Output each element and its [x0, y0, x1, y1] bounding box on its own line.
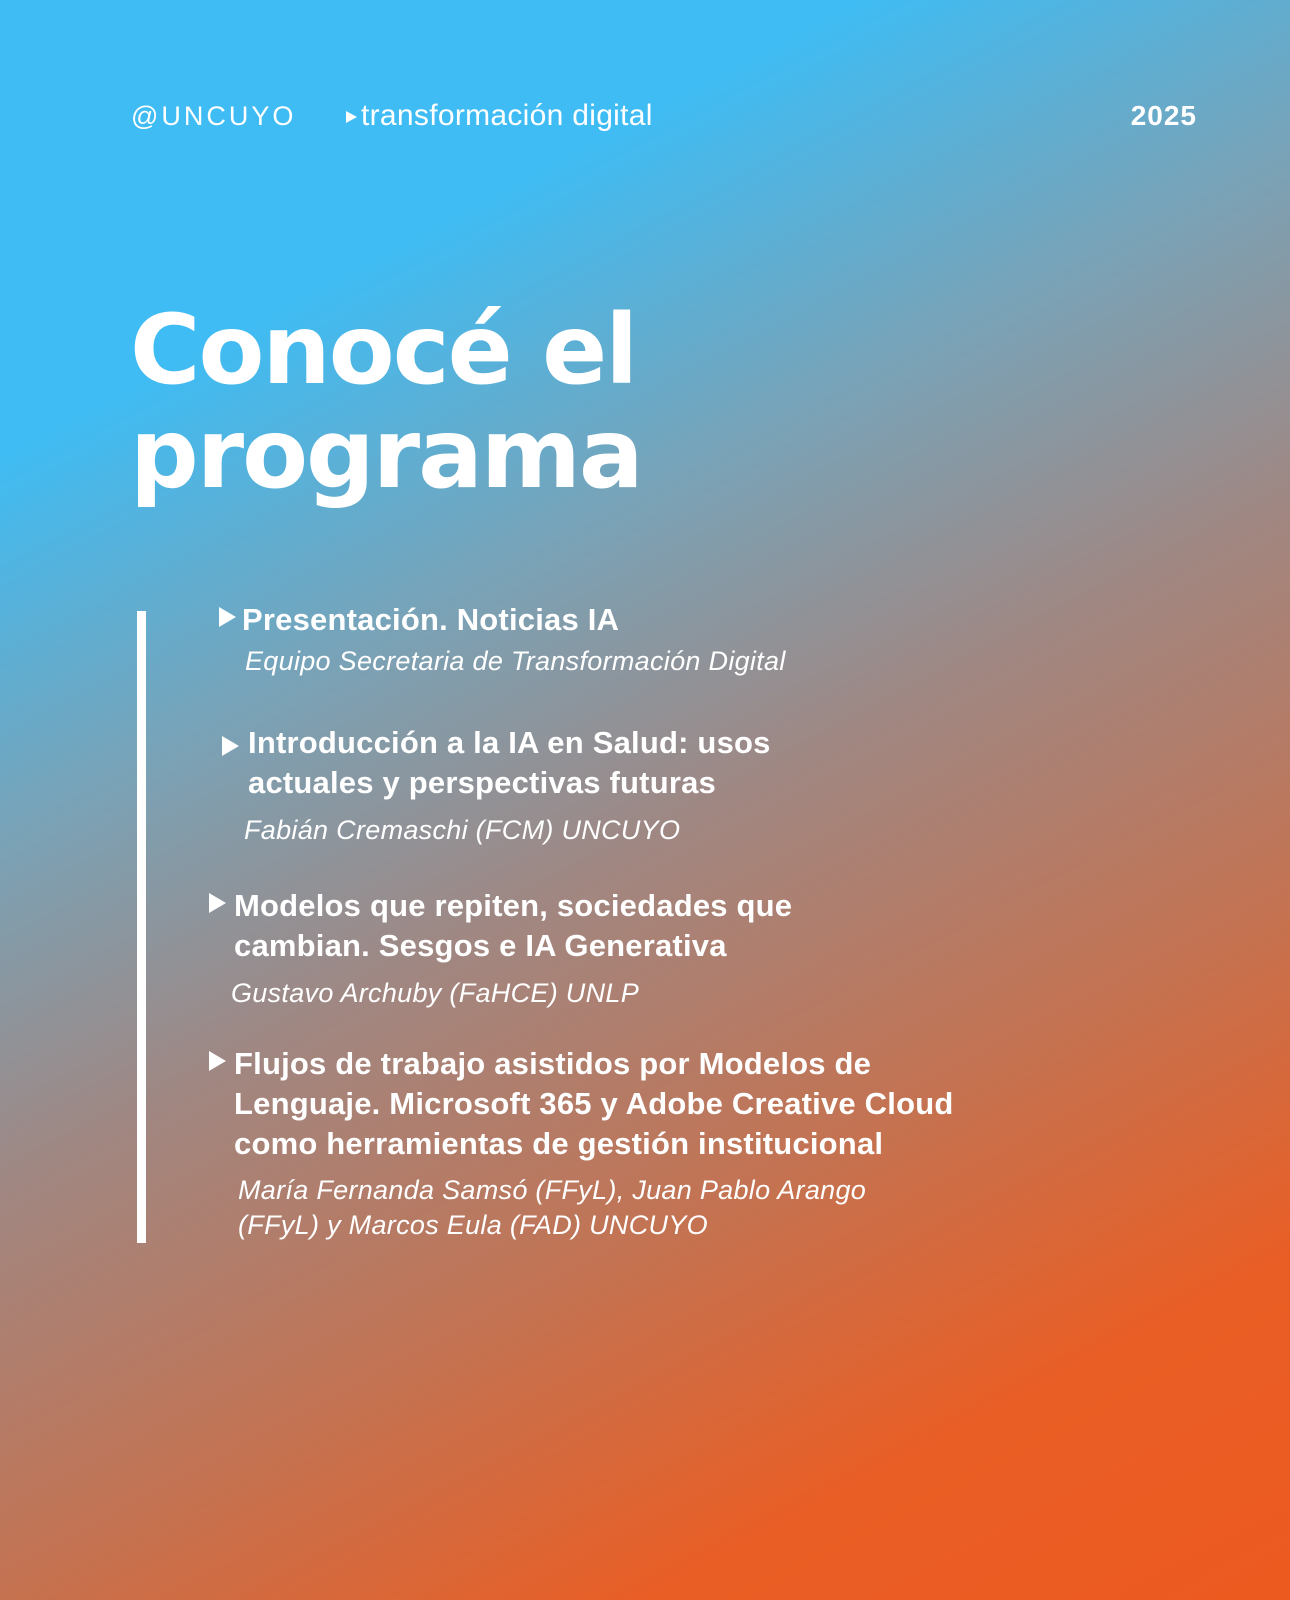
program-item-2	[222, 723, 771, 848]
year-label: 2025	[1130, 100, 1197, 131]
program-item-title	[242, 600, 786, 640]
header	[131, 96, 1197, 136]
program-item-4	[209, 1044, 953, 1243]
page-title	[130, 294, 642, 510]
program-item-title	[234, 1044, 953, 1164]
title-line-2: programa	[130, 398, 642, 510]
speaker-line: Equipo Secretaria de Transformación Digital	[245, 646, 786, 676]
program-item-speaker	[244, 813, 771, 848]
bullet-triangle-icon	[209, 1051, 226, 1071]
play-triangle-icon	[346, 111, 357, 123]
topic-text: transformación digital	[361, 99, 653, 132]
program-item-title	[234, 886, 792, 966]
account-handle: @UNCUYO	[131, 101, 297, 131]
program-item-1	[219, 600, 786, 679]
title-line: Presentación. Noticias IA	[242, 602, 620, 637]
title-line: cambian. Sesgos e IA Generativa	[234, 928, 727, 963]
title-line: Modelos que repiten, sociedades que	[234, 888, 793, 923]
bullet-triangle-icon	[219, 607, 236, 627]
bullet-triangle-icon	[209, 893, 226, 913]
program-item-title	[248, 723, 771, 803]
program-item-3	[209, 886, 792, 1011]
program-divider-line	[137, 611, 146, 1243]
speaker-line: María Fernanda Samsó (FFyL), Juan Pablo Arango	[238, 1175, 867, 1205]
speaker-line: Fabián Cremaschi (FCM) UNCUYO	[244, 815, 681, 845]
title-line: Introducción a la IA en Salud: usos	[248, 725, 771, 760]
title-line-1: Conocé el	[130, 294, 637, 406]
program-item-speaker	[238, 1173, 953, 1243]
title-line: Flujos de trabajo asistidos por Modelos de	[234, 1046, 872, 1081]
speaker-line: (FFyL) y Marcos Eula (FAD) UNCUYO	[238, 1210, 708, 1240]
program-item-speaker	[245, 644, 786, 679]
bullet-triangle-icon	[222, 736, 239, 756]
title-line: actuales y perspectivas futuras	[248, 765, 716, 800]
speaker-line: Gustavo Archuby (FaHCE) UNLP	[231, 978, 640, 1008]
title-line: Lenguaje. Microsoft 365 y Adobe Creative Cloud	[234, 1086, 954, 1121]
program-item-speaker	[231, 976, 792, 1011]
title-line: como herramientas de gestión institucional	[234, 1126, 884, 1161]
topic-label	[346, 96, 653, 136]
